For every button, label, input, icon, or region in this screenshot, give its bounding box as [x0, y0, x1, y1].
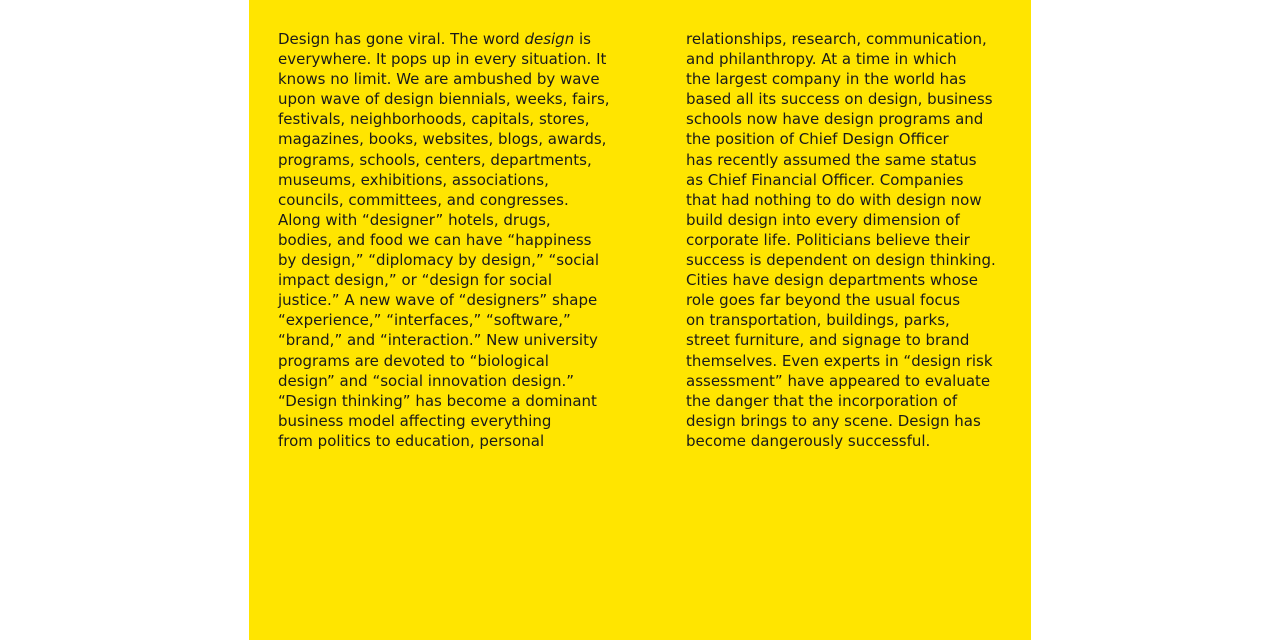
text-line: “experience,” “interfaces,” “software,” [278, 311, 571, 330]
text-line: knows no limit. We are ambushed by wave [278, 70, 600, 89]
text-line: corporate life. Politicians believe their [686, 230, 970, 249]
text-line: design brings to any scene. Design has [686, 411, 981, 430]
text-line: street furniture, and signage to brand [686, 331, 970, 350]
text-line: festivals, neighborhoods, capitals, stores, [278, 110, 590, 129]
text-line: museums, exhibitions, associations, [278, 170, 549, 189]
text-line: programs are devoted to “biological [278, 351, 549, 370]
text-line: programs, schools, centers, departments, [278, 150, 592, 169]
text-line: role goes far beyond the usual focus [686, 291, 961, 310]
text-line: Along with “designer” hotels, drugs, [278, 210, 551, 229]
text-line: schools now have design programs and [686, 110, 984, 129]
text-line: the position of Chief Design Officer [686, 130, 949, 149]
text-line: and philanthropy. At a time in which [686, 50, 957, 69]
text-line: from politics to education, personal [278, 431, 545, 450]
text-line: has recently assumed the same status [686, 150, 977, 169]
text-line: by design,” “diplomacy by design,” “social [278, 251, 600, 270]
text-line: relationships, research, communication, [686, 30, 987, 48]
text-line: design” and “social innovation design.” [278, 371, 575, 390]
text-line: success is dependent on design thinking. [686, 251, 996, 270]
emphasized-word: design [524, 30, 575, 48]
text-line: upon wave of design biennials, weeks, fairs, [278, 90, 610, 109]
text-line: magazines, books, websites, blogs, awards, [278, 130, 607, 149]
text-line: the danger that the incorporation of [686, 391, 958, 410]
text-line: impact design,” or “design for social [278, 271, 553, 290]
left-text-column [278, 29, 610, 451]
text-line: “brand,” and “interaction.” New university [278, 331, 598, 350]
text-line: bodies, and food we can have “happiness [278, 230, 592, 249]
text-line: that had nothing to do with design now [686, 190, 982, 209]
text-line: build design into every dimension of [686, 210, 960, 229]
text-line: assessment” have appeared to evaluate [686, 371, 991, 390]
text-line: themselves. Even experts in “design risk [686, 351, 993, 370]
text-line: Design has gone viral. The word design is [278, 30, 591, 48]
text-line: on transportation, buildings, parks, [686, 311, 950, 330]
right-text-column [686, 29, 996, 451]
text-line: everywhere. It pops up in every situation. It [278, 50, 607, 69]
text-line: councils, committees, and congresses. [278, 190, 569, 209]
text-line: justice.” A new wave of “designers” shape [278, 291, 598, 310]
text-line: business model affecting everything [278, 411, 552, 430]
text-line: “Design thinking” has become a dominant [278, 391, 597, 410]
text-line: Cities have design departments whose [686, 271, 978, 290]
yellow-book-spread [249, 0, 1031, 640]
text-line: become dangerously successful. [686, 431, 931, 450]
text-line: based all its success on design, business [686, 90, 993, 109]
text-line: as Chief Financial Officer. Companies [686, 170, 964, 189]
text-line: the largest company in the world has [686, 70, 967, 89]
